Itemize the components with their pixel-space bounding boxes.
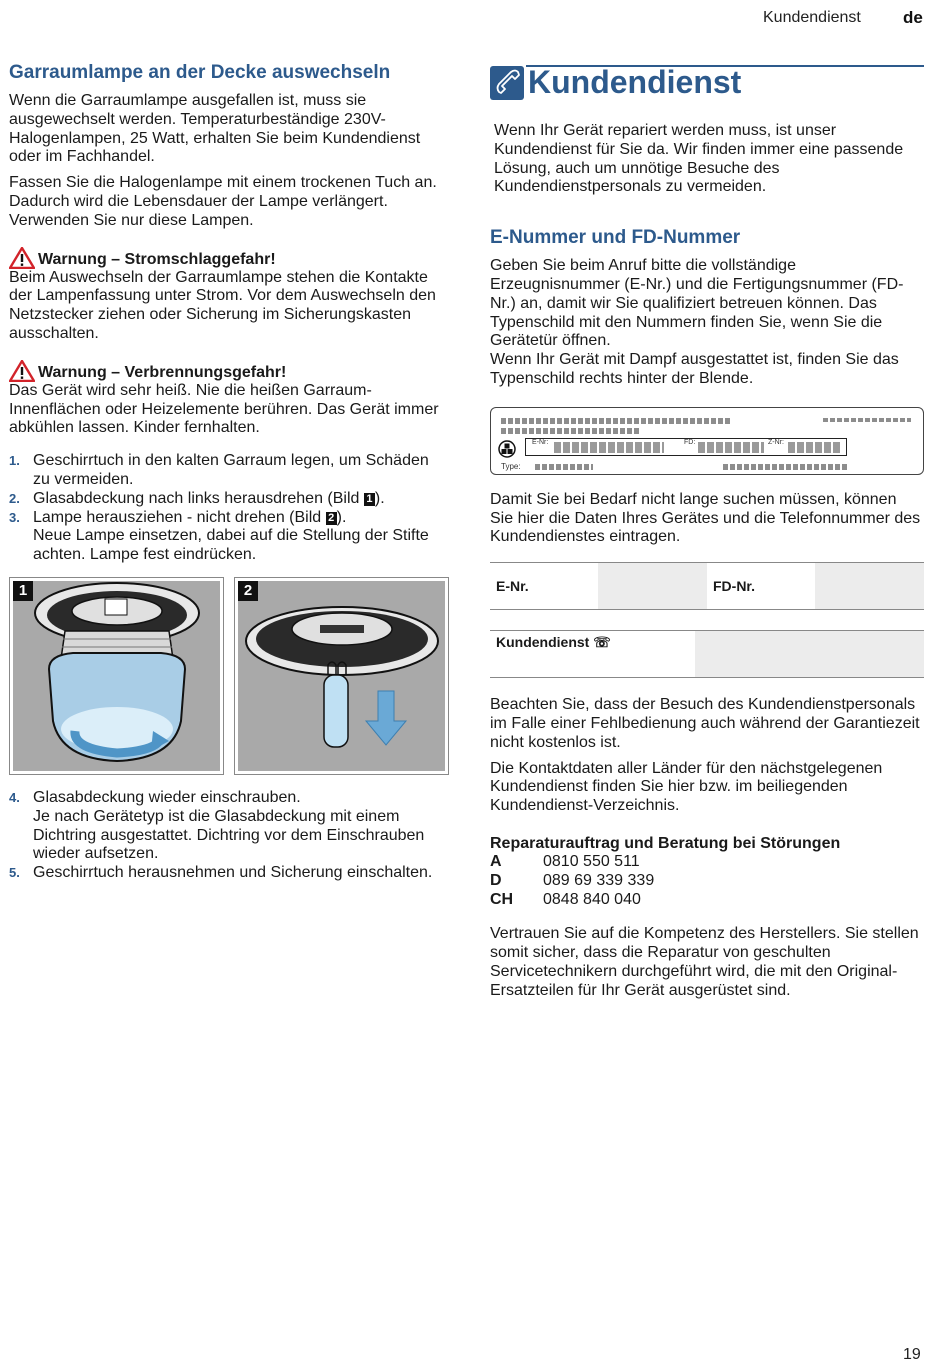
form-row-service — [490, 630, 924, 678]
steps-list-b — [9, 789, 449, 883]
contact-directory-note: Die Kontaktdaten aller Länder für den nächstgelegenen Kundendienst finden Sie hier bzw. im beiliegenden Kundendienst-Verzeichnis. — [490, 759, 883, 815]
placeholder-bars — [535, 464, 593, 470]
step-number: 4. — [9, 789, 20, 805]
service-phone-field[interactable] — [695, 631, 924, 677]
contacts-title: Reparaturauftrag und Beratung bei Störungen — [490, 834, 841, 852]
placeholder-bars — [723, 464, 847, 470]
form-row-numbers — [490, 562, 924, 610]
warning-triangle-icon — [9, 360, 35, 382]
lamp-intro-paragraph: Wenn die Garraumlampe ausgefallen ist, muss sie ausgewechselt werden. Temperaturbeständige 230V-Halogenlampen, 25 Watt, erhalten Sie beim Kundendienst oder im Fachhandel. — [9, 92, 421, 166]
step-item — [9, 509, 449, 565]
e-nummer-text: Geben Sie beim Anruf bitte die vollständige Erzeugnisnummer (E-Nr.) und die Fertigungsnummer (FD-Nr.) an, damit wir Sie qualifiziert betreuen können. Das Typenschild mit den Nummern finden Sie, wenn Sie die Gerätetür öffnen. — [490, 257, 904, 350]
service-phone-label: Kundendienst ☏ — [496, 634, 611, 651]
warning-text: Beim Auswechseln der Garraumlampe stehen die Kontakte der Lampenfassung unter Strom. Vor dem Auswechseln den Netzstecker ziehen oder Sicherung im Sicherungskasten ausschalten. — [9, 268, 436, 342]
type-plate-illustration — [490, 407, 924, 475]
phone-icon — [490, 66, 524, 100]
country-code: A — [490, 852, 502, 870]
step-text-after: ). — [374, 489, 385, 507]
fd-label: FD: — [684, 438, 696, 446]
country-code: CH — [490, 890, 514, 908]
step-item — [9, 864, 449, 883]
form-intro: Damit Sie bei Bedarf nicht lange suchen müssen, können Sie hier die Daten Ihres Gerätes und die Telefonnummer des Kundendienstes eintragen. — [490, 490, 921, 546]
type-label: Type: — [501, 461, 521, 471]
figure-reference-badge: 2 — [326, 512, 337, 525]
running-header-language: de — [903, 8, 923, 27]
step-text: Lampe herausziehen - nicht drehen (Bild — [33, 508, 326, 526]
certification-icon — [498, 440, 516, 458]
step-text: Geschirrtuch herausnehmen und Sicherung einschalten. — [33, 864, 433, 882]
placeholder-bars — [501, 428, 641, 434]
step-number: 2. — [9, 490, 20, 506]
closing-paragraph: Vertrauen Sie auf die Kompetenz des Herstellers. Sie stellen somit sicher, dass die Reparatur von geschulten Servicetechnikern durchgeführt wird, die mit den Original-Ersatzteilen für Ihr Gerät ausgerüstet sind. — [490, 925, 919, 999]
step-item — [9, 490, 449, 509]
step-number: 3. — [9, 509, 20, 525]
fd-nr-label: FD-Nr. — [713, 578, 755, 595]
service-data-form — [490, 562, 924, 678]
step-item — [9, 789, 449, 864]
glass-cover-illustration — [13, 581, 222, 771]
warning-text: Das Gerät wird sehr heiß. Nie die heißen Garraum-Innenflächen oder Heizelemente berühren. Das Gerät immer abkühlen lassen. Kinder fernhalten. — [9, 381, 439, 437]
customer-service-title: Kundendienst — [528, 64, 742, 100]
placeholder-bars — [554, 442, 664, 453]
phone-number: 0810 550 511 — [543, 852, 640, 870]
e-nummer-steam-text: Wenn Ihr Gerät mit Dampf ausgestattet ist, finden Sie das Typenschild rechts hinter der Blende. — [490, 351, 899, 387]
placeholder-bars — [501, 418, 731, 424]
step-text: Glasabdeckung wieder einschrauben. — [33, 788, 301, 806]
contacts-list — [490, 853, 924, 909]
left-column — [9, 62, 449, 883]
phone-number: 089 69 339 339 — [543, 871, 655, 889]
country-code: D — [490, 871, 502, 889]
placeholder-bars — [698, 442, 764, 453]
contact-row — [490, 872, 924, 891]
e-nr-label: E-Nr. — [496, 578, 529, 595]
warning-electric-shock — [9, 247, 449, 344]
fd-nr-field[interactable] — [815, 563, 924, 609]
figure-2 — [234, 577, 449, 775]
steps-list-a — [9, 452, 449, 565]
e-nr-field[interactable] — [598, 563, 707, 609]
figure-label: 1 — [13, 581, 33, 601]
warning-triangle-icon — [9, 247, 35, 269]
contact-row — [490, 853, 924, 872]
step-number: 1. — [9, 453, 20, 469]
contact-row — [490, 891, 924, 910]
step-number: 5. — [9, 865, 20, 881]
customer-service-intro: Wenn Ihr Gerät repariert werden muss, ist unser Kundendienst für Sie da. Wir finden immer eine passende Lösung, auch um unnötige Besuche des Kundendienstpersonals zu vermeiden. — [494, 122, 904, 196]
z-nr-label: Z-Nr: — [768, 438, 784, 446]
step-text: Geschirrtuch in den kalten Garraum legen, um Schäden zu vermeiden. — [33, 452, 429, 488]
phone-number: 0848 840 040 — [543, 890, 641, 908]
placeholder-bars — [788, 442, 840, 453]
warning-title: Warnung – Verbrennungsgefahr! — [38, 363, 287, 381]
step-text-after: ). — [336, 508, 347, 526]
figure-label: 2 — [238, 581, 258, 601]
step-item — [9, 452, 449, 490]
warning-burn — [9, 360, 449, 438]
step-extra-text: Neue Lampe einsetzen, dabei auf die Stellung der Stifte achten. Lampe fest eindrücken. — [33, 527, 429, 564]
right-column — [490, 60, 924, 1001]
e-nr-label: E-Nr: — [532, 438, 549, 446]
lamp-section-title: Garraumlampe an der Decke auswechseln — [9, 62, 391, 83]
page-number: 19 — [903, 1346, 921, 1363]
lamp-removal-illustration — [238, 581, 447, 771]
type-plate-number-box — [525, 438, 847, 456]
running-header-section: Kundendienst — [763, 9, 861, 26]
lamp-handling-paragraph: Fassen Sie die Halogenlampe mit einem trockenen Tuch an. Dadurch wird die Lebensdauer der Lampe verlängert. Verwenden Sie nur diese Lampen. — [9, 174, 437, 229]
figure-reference-badge: 1 — [364, 493, 375, 506]
figures-row — [9, 577, 449, 775]
warranty-note: Beachten Sie, dass der Besuch des Kundendienstpersonals im Falle einer Fehlbedienung auch während der Garantiezeit nicht kostenlos ist. — [490, 696, 920, 751]
customer-service-heading — [490, 60, 924, 106]
warning-title: Warnung – Stromschlaggefahr! — [38, 250, 276, 268]
step-extra-text: Je nach Gerätetyp ist die Glasabdeckung mit einem Dichtring ausgestattet. Dichtring vor dem Einschrauben wieder aufsetzen. — [33, 807, 425, 863]
placeholder-bars — [823, 418, 911, 422]
figure-1 — [9, 577, 224, 775]
e-nummer-title: E-Nummer und FD-Nummer — [490, 227, 741, 249]
step-text: Glasabdeckung nach links herausdrehen (Bild — [33, 489, 364, 507]
